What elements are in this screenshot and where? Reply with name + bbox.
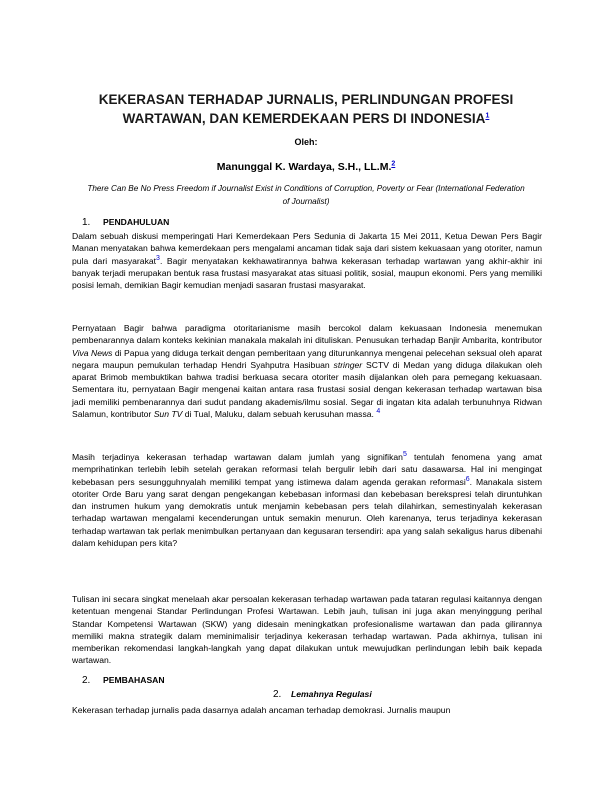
footnote-link-4[interactable]: 4	[376, 408, 381, 416]
paragraph-4: Tulisan ini secara singkat menelaah akar persoalan kekerasan terhadap wartawan pada tataran regulasi kaitannya dengan ketentuan mengenai Standar Perlindungan Profesi Wartawan. Lebih jauh, tulisan ini juga akan menyinggung perihal Standar Kompetensi Wartawan (SKW) yang didesain meningkatkan profesionalisme wartawan dan pada gilirannya memiliki makna strategik dalam meminimalisir terjadinya kekerasan terhadap wartawan. Pada akhirnya, tulisan ini memberikan rekomendasi langkah-langkah yang dapat dilakukan untuk mewujudkan perlindungan lebih baik kepada wartawan.	[72, 594, 542, 666]
epigraph-quote: There Can Be No Press Freedom if Journalist Exist in Conditions of Corruption, Poverty or Fear (International Federation of Journalist)	[87, 184, 525, 206]
section-number: 1.	[82, 217, 91, 228]
section-heading-pembahasan	[82, 675, 165, 686]
paragraph-5: Kekerasan terhadap jurnalis pada dasarnya adalah ancaman terhadap demokrasi. Jurnalis maupun	[72, 705, 451, 715]
footnote-link-6[interactable]: 6	[465, 475, 470, 483]
footnote-link-5[interactable]: 5	[402, 451, 407, 459]
title-footnote-link[interactable]: 1	[485, 112, 490, 120]
author-footnote-link[interactable]: 2	[391, 160, 396, 168]
section-number: 2.	[82, 675, 91, 686]
paragraph-2: Pernyataan Bagir bahwa paradigma otoritarianisme masih bercokol dalam kekuasaan Indonesia menemukan pembenarannya dalam konteks kekinian manakala makalah ini dituliskan. Penusukan terhadap Banjir Ambarita, kontributor Viva News di Papua yang diduga terkait dengan pemberitaan yang diturunkannya mengenai pelecehan seksual oleh aparat negara maupun pemukulan terhadap Hendri Syahputra Hasibuan stringer SCTV di Medan yang diduga dilakukan oleh aparat Brimob membuktikan bahwa tradisi berkuasa secara otoriter masih dijalankan oleh para pemegang kekuasaan. Sementara itu, pernyataan Bagir mengenai kaitan antara rasa frustasi sosial dengan kekerasan terhadap wartawan bisa jadi memiliki pembenarannya dari sudut pandang akademis/ilmu sosial. Segar di ingatan kita adalah terbunuhnya Ridwan Salamun, kontributor Sun TV di Tual, Maluku, dalam sebuah kerusuhan massa. $^4$	[72, 323, 542, 420]
footnote-link-3[interactable]: 3	[156, 254, 160, 262]
paper-title	[60, 90, 552, 128]
subsection-heading	[273, 689, 372, 700]
section-title: PENDAHULUAN	[103, 217, 170, 227]
section-title: PEMBAHASAN	[103, 675, 165, 685]
title-line-2: WARTAWAN, DAN KEMERDEKAAN PERS DI INDONESIA$^1$	[122, 111, 490, 126]
author-name: Manunggal K. Wardaya, S.H., LL.M.$^2$	[216, 160, 396, 173]
subsection-number: 2.	[273, 689, 282, 700]
paragraph-1: Dalam sebuah diskusi memperingati Hari Kemerdekaan Pers Sedunia di Jakarta 15 Mei 2011, Ketua Dewan Pers Bagir Manan menyatakan bahwa kemerdekaan pers mengalami ancaman tidak saja dari sistem kekuasaan yang otoriter, namun pula dari masyarakat$^3$. Bagir menyatakan kekhawatirannya bahwa kekerasan terhadap wartawan yang akhir-akhir ini banyak terjadi merupakan bentuk rasa frustasi masyarakat atas situasi politik, sosial, maupun ekonomi. Pers yang memiliki posisi lemah, demikian Bagir kemudian menjadi sasaran frustasi masyarakat.	[72, 231, 542, 291]
section-heading-pendahuluan	[82, 217, 169, 228]
paragraph-3: Masih terjadinya kekerasan terhadap wartawan dalam jumlah yang signifikan$^5$ tentulah fenomena yang amat memprihatinkan terlebih lebih setelah gerakan reformasi telah bergulir lebih dari satu dasawarsa. Hal ini mengingat kebebasan pers sesungguhnyalah memiliki tempat yang istimewa dalam agenda gerakan reformasi$^6$. Manakala sistem otoriter Orde Baru yang sarat dengan pengekangan kebebasan informasi dan kebebasan berekspresi telah diruntuhkan dan instrumen hukum yang demokratis untuk menjamin kebebasan pers telah dilahirkan, semestinyalah kekerasan terhadap wartawan mengalami kecenderungan untuk semakin menurun. Oleh karenanya, terus terjadinya kekerasan terhadap wartawan tak perlak menimbulkan pertanyaan dan kegusaran tersendiri: apa yang salah sekaligus harus dibenahi dalam kehidupan pers kita?	[72, 451, 542, 549]
oleh-label: Oleh:	[294, 137, 318, 147]
title-line-1: KEKERASAN TERHADAP JURNALIS, PERLINDUNGAN PROFESI	[98, 92, 514, 107]
subsection-title: Lemahnya Regulasi	[291, 689, 372, 699]
